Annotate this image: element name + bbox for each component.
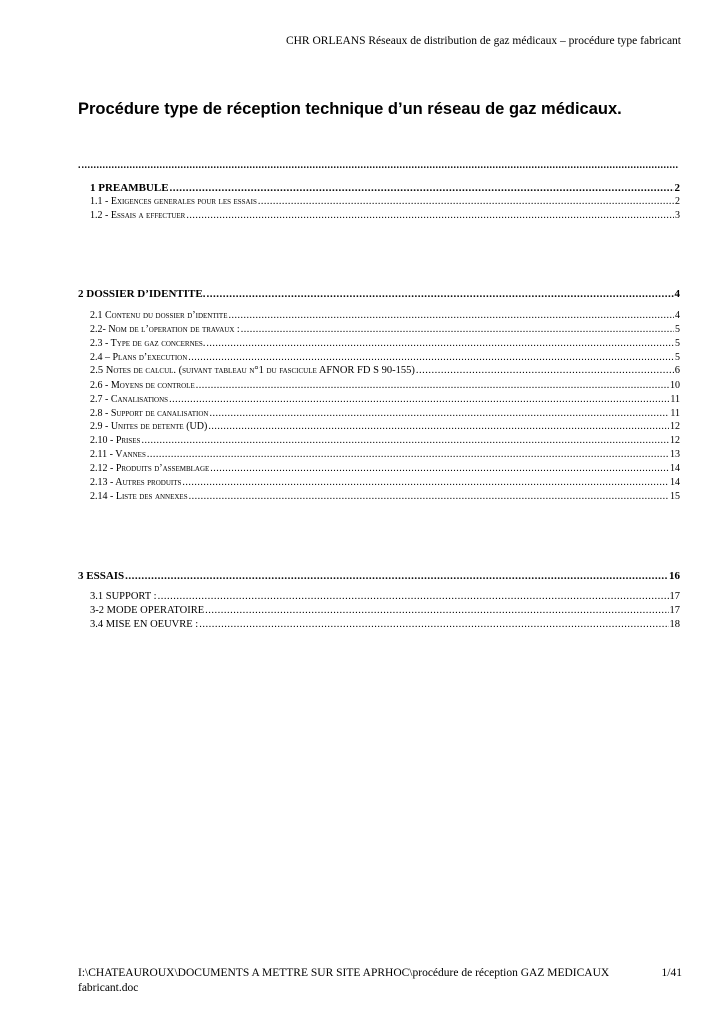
toc-leader <box>208 421 669 432</box>
footer-file-path: I:\CHATEAUROUX\DOCUMENTS A METTRE SUR SITE APRHOC\procédure de réception GAZ MEDICAUX fabricant.doc <box>78 967 610 994</box>
toc-entry-2-9[interactable] <box>90 421 680 432</box>
toc-leader <box>169 394 669 405</box>
toc-entry-page: 5 <box>675 352 680 363</box>
toc-leader <box>199 619 668 630</box>
page-footer <box>78 966 682 996</box>
toc-entry-label: 2.11 - Vannes <box>90 449 146 460</box>
toc-leader <box>206 338 674 349</box>
toc-leader <box>205 605 668 616</box>
toc-entry-label: 2 DOSSIER D’IDENTITE. <box>78 288 206 300</box>
toc-top-rule <box>78 160 680 171</box>
toc-leader <box>158 591 669 602</box>
toc-leader <box>186 210 674 221</box>
toc-entry-label: 1.2 - Essais a effectuer <box>90 210 186 221</box>
toc-entry-page: 11 <box>670 408 680 419</box>
toc-entry-2-14[interactable] <box>90 491 680 502</box>
toc-entry-page: 14 <box>670 463 680 474</box>
toc-entry-page: 4 <box>674 288 680 300</box>
toc-leader <box>241 324 674 335</box>
toc-entry-page: 15 <box>670 491 680 502</box>
toc-leader <box>258 196 674 207</box>
toc-entry-2[interactable] <box>78 288 680 300</box>
toc-entry-page: 2 <box>674 182 680 194</box>
toc-leader <box>125 570 668 582</box>
toc-entry-page: 11 <box>670 394 680 405</box>
toc-leader <box>188 352 674 363</box>
toc-entry-2-3[interactable] <box>90 338 680 349</box>
toc-entry-page: 5 <box>675 324 680 335</box>
toc-entry-2-1[interactable] <box>90 310 680 321</box>
toc-entry-label: 2.1 Contenu du dossier d’identite <box>90 310 228 321</box>
toc-entry-label: 2.14 - Liste des annexes <box>90 491 188 502</box>
toc-entry-page: 3 <box>675 210 680 221</box>
toc-entry-page: 10 <box>670 380 680 391</box>
toc-leader <box>189 491 669 502</box>
toc-entry-label: 2.4 – Plans d’execution <box>90 352 188 363</box>
toc-entry-label: 2.2- Nom de l’operation de travaux : <box>90 324 240 335</box>
toc-entry-3[interactable] <box>78 570 680 582</box>
toc-leader <box>229 310 675 321</box>
toc-entry-label: 2.10 - Prises <box>90 435 141 446</box>
toc-entry-2-4[interactable] <box>90 352 680 363</box>
toc-entry-3-4[interactable] <box>90 619 680 630</box>
toc-entry-label: 2.13 - Autres produits <box>90 477 182 488</box>
toc-entry-3-2[interactable] <box>90 605 680 616</box>
toc-entry-page: 14 <box>670 477 680 488</box>
toc-leader <box>196 380 669 391</box>
toc-entry-page: 17 <box>669 591 680 602</box>
toc-leader <box>416 365 674 376</box>
toc-entry-page: 6 <box>674 365 680 376</box>
toc-entry-2-6[interactable] <box>90 380 680 391</box>
footer-page-number: 1/41 <box>661 967 682 979</box>
toc-entry-2-2[interactable] <box>90 324 680 335</box>
toc-entry-page: 12 <box>670 421 680 432</box>
toc-leader <box>170 182 674 194</box>
toc-entry-page: 17 <box>669 605 680 616</box>
toc-leader <box>206 288 673 300</box>
toc-leader <box>141 435 669 446</box>
toc-entry-label: 3 ESSAIS <box>78 570 125 582</box>
document-title: Procédure type de réception technique d’un réseau de gaz médicaux. <box>78 100 622 118</box>
toc-entry-2-12[interactable] <box>90 463 680 474</box>
page-header: CHR ORLEANS Réseaux de distribution de gaz médicaux – procédure type fabricant <box>285 35 681 47</box>
toc-entry-page: 16 <box>669 570 680 582</box>
toc-entry-1-2[interactable] <box>90 210 680 221</box>
toc-entry-page: 4 <box>675 310 680 321</box>
toc-entry-label: 2.7 - Canalisations <box>90 394 169 405</box>
toc-entry-1-1[interactable] <box>90 196 680 207</box>
toc-entry-label: 1.1 - Exigences generales pour les essais <box>90 196 257 207</box>
toc-entry-1[interactable] <box>90 182 680 194</box>
toc-entry-label: 2.9 - Unites de detente (UD) <box>90 421 208 432</box>
toc-entry-label: 2.12 - Produits d’assemblage <box>90 463 210 474</box>
toc-entry-2-8[interactable] <box>90 408 680 419</box>
toc-entry-label: 3-2 MODE OPERATOIRE <box>90 605 205 616</box>
toc-entry-label: 2.3 - Type de gaz concernes. <box>90 338 206 349</box>
toc-entry-label: 3.4 MISE EN OEUVRE : <box>90 619 199 630</box>
toc-entry-label: 2.8 - Support de canalisation <box>90 408 209 419</box>
toc-entry-2-5[interactable] <box>90 365 680 376</box>
toc-leader <box>209 408 669 419</box>
toc-entry-label: 3.1 SUPPORT : <box>90 591 157 602</box>
toc-leader <box>82 160 680 171</box>
toc-leader <box>147 449 669 460</box>
toc-entry-page: 12 <box>670 435 680 446</box>
toc-top-rule-label: . <box>78 160 81 171</box>
toc-entry-label: 1 PREAMBULE <box>90 182 169 194</box>
toc-entry-page: 18 <box>669 619 680 630</box>
toc-leader <box>210 463 669 474</box>
toc-entry-2-13[interactable] <box>90 477 680 488</box>
toc-entry-label: 2.6 - Moyens de controle <box>90 380 195 391</box>
toc-entry-page: 13 <box>670 449 680 460</box>
toc-entry-2-10[interactable] <box>90 435 680 446</box>
toc-entry-page: 5 <box>675 338 680 349</box>
toc-entry-label: 2.5 Notes de calcul. (suivant tableau n°1 du fascicule AFNOR FD S 90-155) <box>90 365 415 376</box>
toc-entry-3-1[interactable] <box>90 591 680 602</box>
toc-leader <box>182 477 669 488</box>
toc-entry-page: 2 <box>675 196 680 207</box>
toc-entry-2-11[interactable] <box>90 449 680 460</box>
toc-entry-2-7[interactable] <box>90 394 680 405</box>
